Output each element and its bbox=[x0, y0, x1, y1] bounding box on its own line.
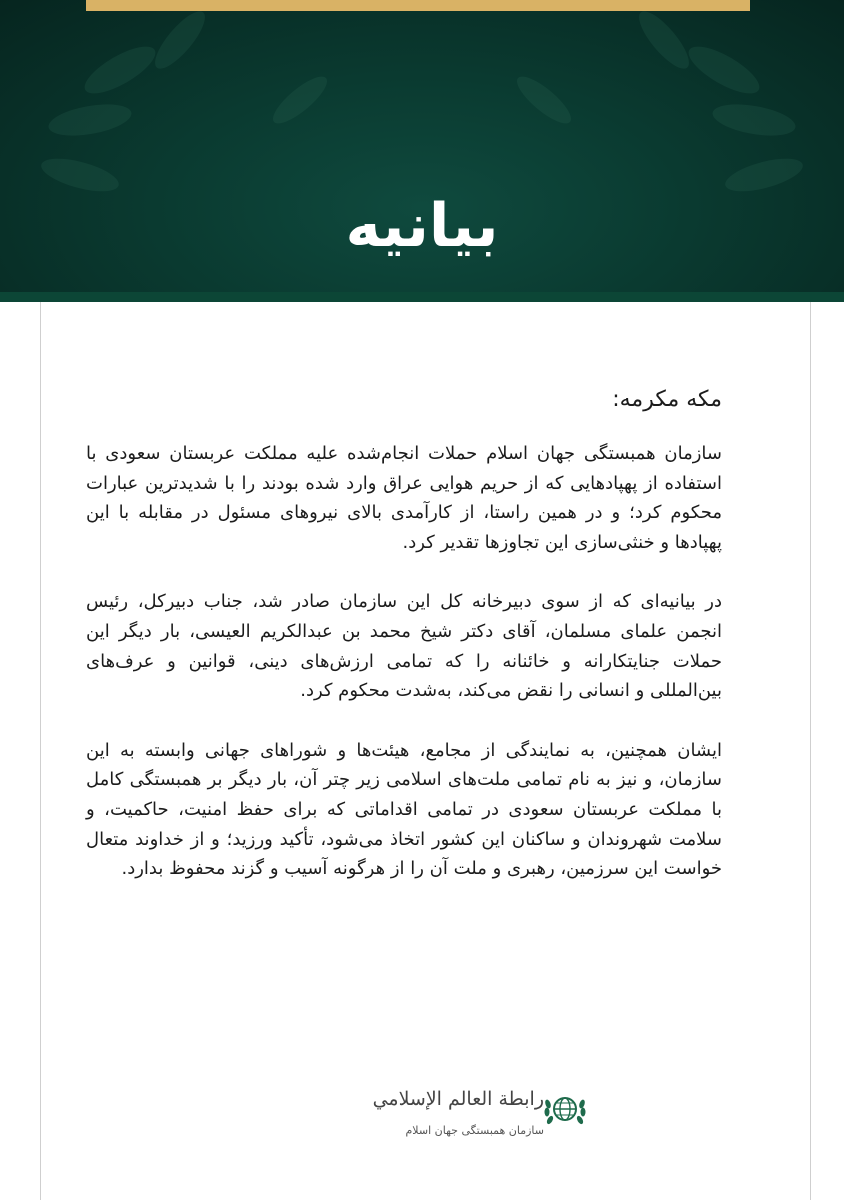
statement-body bbox=[86, 385, 722, 914]
frame-line-left bbox=[40, 302, 41, 1200]
paragraph-2: در بیانیه‌ای که از سوی دبیرخانه کل این سازمان صادر شد، جناب دبیرکل، رئیس انجمن علمای مسلمان، آقای دکتر شیخ محمد بن عبدالکریم العیسی، بار دیگر این حملات جنایتکارانه و خائنانه را که تمامی ارزش‌های دینی، قوانین و عرف‌های بین‌المللی و انسانی را نقض می‌کند، به‌شدت محکوم کرد. bbox=[86, 591, 722, 702]
paragraph-3: ایشان همچنین، به نمایندگی از مجامع، هیئت‌ها و شوراهای جهانی وابسته به این سازمان، و نیز به نام تمامی ملت‌های اسلامی زیر چتر آن، بار دیگر بر همبستگی کامل با مملکت عربستان سعودی در تمامی اقداماتی که برای حفظ امنیت، حاکمیت، و سلامت شهروندان و ساکنان این کشور اتخاذ می‌شود، تأکید ورزید؛ و از خداوند متعال خواست این سرزمین، رهبری و ملت آن را از هرگونه آسیب و گزند محفوظ بدارد. bbox=[86, 739, 722, 880]
gold-top-bar bbox=[86, 0, 750, 11]
globe-wreath-icon bbox=[542, 1086, 588, 1132]
salutation: مکه مکرمه: bbox=[612, 387, 722, 412]
org-name-arabic: رابطة العالم الإسلامي bbox=[372, 1088, 544, 1110]
paragraph-1: سازمان همبستگی جهان اسلام حملات انجام‌شده علیه مملکت عربستان سعودی با استفاده از پهپادهایی که از حریم هوایی عراق وارد شده بودند را با شدیدترین عبارات محکوم کرد؛ و در همین راستا، از کارآمدی بالای نیروهای مسئول در مقابله با این پهپادها و خنثی‌سازی این تجاوزها تقدیر کرد. bbox=[86, 443, 722, 553]
frame-line-right bbox=[810, 302, 811, 1200]
header-bottom-bar bbox=[0, 292, 844, 302]
header-banner bbox=[0, 0, 844, 296]
footer-logo-block bbox=[300, 1082, 544, 1152]
org-name-persian: سازمان همبستگی جهان اسلام bbox=[405, 1124, 544, 1137]
page-title: بیانیه bbox=[345, 191, 499, 261]
